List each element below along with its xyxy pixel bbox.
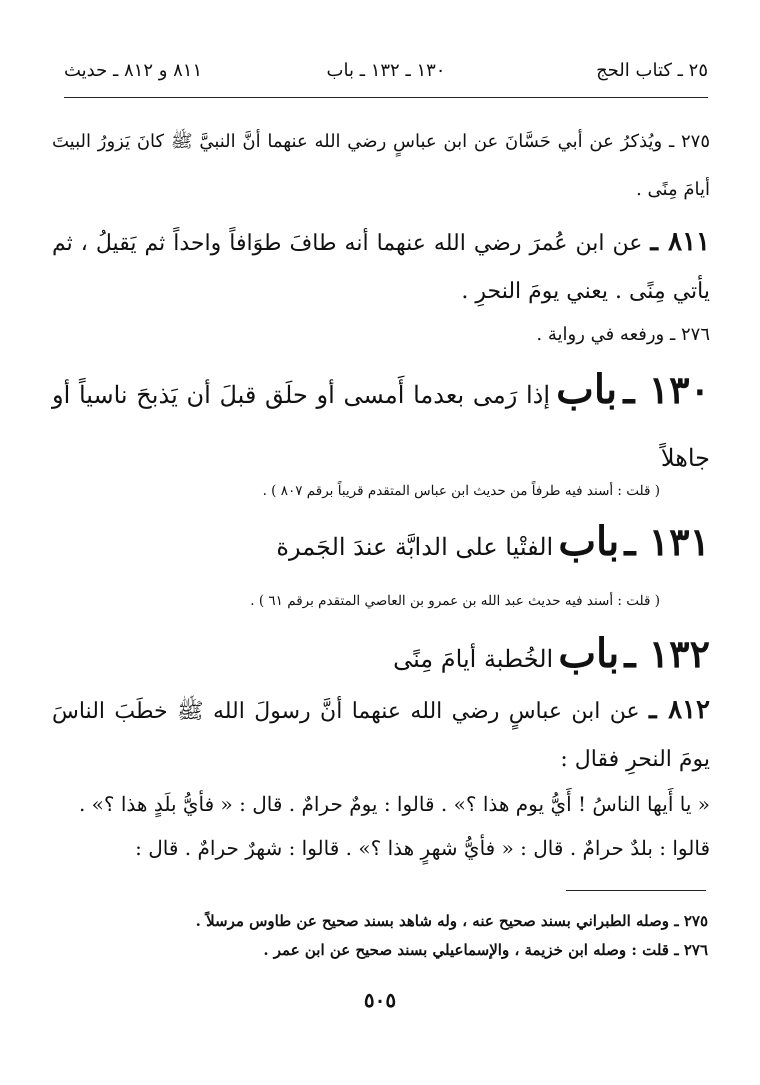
comment-130: ( قلت : أسند فيه طرفاً من حديث ابن عباس المتقدم قريباً برقم ٨٠٧ ) . [262, 483, 660, 499]
running-header [64, 60, 708, 90]
bab-131-title: الفتْيا على الدابَّة عندَ الجَمرة [276, 533, 554, 561]
footnote-rule [566, 890, 706, 891]
hadith-812-line-2: قالوا : بلدٌ حرامٌ . قال : « فأيُّ شهرٍ هذا ؟» . قالوا : شهرٌ حرامٌ . قال : [135, 836, 710, 860]
bab-130-title: إذا رَمى بعدما أَمسى أو حلَق قبلَ أن يَذبحَ ناسياً أو جاهلاً [52, 381, 710, 472]
header-sections: ١٣٠ ـ ١٣٢ ـ باب [326, 60, 446, 81]
bab-131 [50, 516, 710, 576]
hadith-812-line-1: « يا أَيها الناسُ ! أَيُّ يوم هذا ؟» . قالوا : يومٌ حرامٌ . قال : « فأيُّ بلَدٍ هذا ؟» . [78, 792, 710, 816]
bab-131-word: باب [558, 518, 620, 565]
bab-132-title: الخُطبة أيامَ مِنًى [393, 645, 554, 673]
bab-132-number: ١٣٢ ـ [624, 631, 710, 676]
header-rule [64, 97, 708, 98]
comment-131: ( قلت : أسند فيه حديث عبد الله بن عمرو بن العاصي المتقدم برقم ٦١ ) . [250, 593, 660, 609]
bab-130 [52, 360, 710, 491]
bab-130-word: باب [556, 366, 618, 413]
hadith-811-text: عن ابن عُمرَ رضي الله عنهما أنه طافَ طوَافاً واحداً ثم يَقيلُ ، ثم يأتي مِنًى . يعني يومَ النحرِ . [52, 231, 710, 304]
bab-131-number: ١٣١ ـ [624, 519, 710, 564]
note-276: ٢٧٦ ـ ورفعه في رواية . [536, 324, 710, 345]
page-number: ٥٠٥ [363, 988, 397, 1012]
footnote-275: ٢٧٥ ـ وصله الطبراني بسند صحيح عنه ، وله شاهد بسند صحيح عن طاوس مرسلاً . [195, 912, 708, 930]
footnote-276: ٢٧٦ ـ قلت : وصله ابن خزيمة ، والإسماعيلي بسند صحيح عن ابن عمر . [263, 941, 708, 959]
bab-130-number: ١٣٠ ـ [623, 367, 710, 412]
hadith-812-text: عن ابن عباسٍ رضي الله عنهما أنَّ رسولَ الله ﷺ خطَبَ الناسَ يومَ النحرِ فقال : [52, 699, 710, 772]
bab-132 [50, 628, 710, 688]
bab-132-word: باب [558, 630, 620, 677]
hadith-811-number: ٨١١ ـ [650, 227, 711, 257]
hadith-812-number: ٨١٢ ـ [649, 695, 710, 725]
header-hadith-range: ٨١١ و ٨١٢ ـ حديث [64, 60, 203, 81]
note-275: ٢٧٥ ـ ويُذكرُ عن أبي حَسَّانَ عن ابن عباسٍ رضي الله عنهما أنَّ النبيَّ ﷺ كانَ يَزورُ البيتَ أيامَ مِنًى . [52, 131, 710, 200]
header-chapter: ٢٥ ـ كتاب الحج [596, 60, 708, 81]
hadith-812 [52, 686, 710, 784]
hadith-811 [52, 218, 710, 316]
